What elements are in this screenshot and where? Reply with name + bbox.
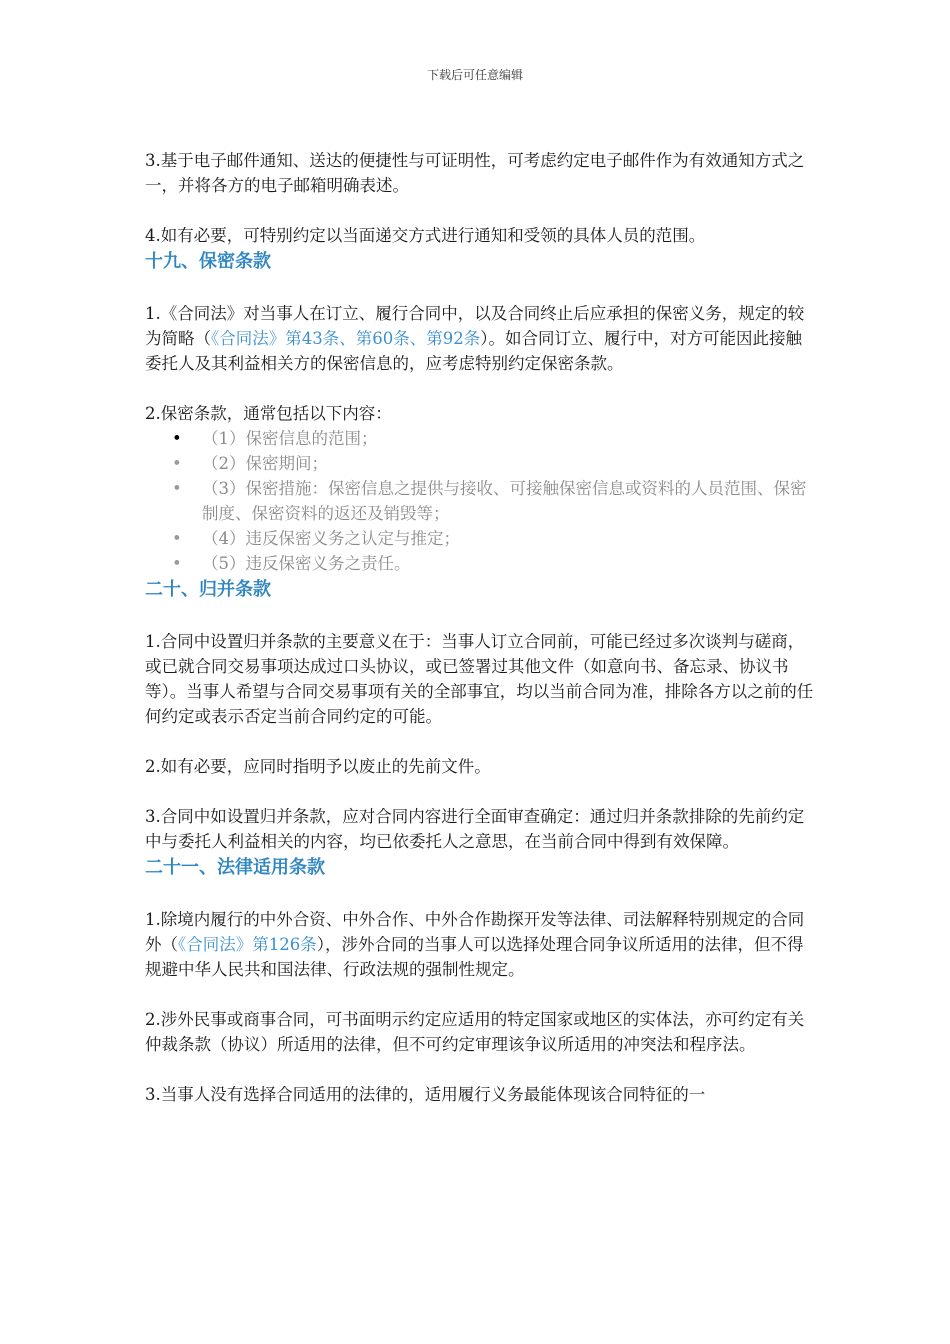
list-item xyxy=(145,476,815,526)
bullet-icon: • xyxy=(172,479,182,498)
paragraph-text: 1.除境内履行的中外合资、中外合作、中外合作勘探开发等法律、司法解释特别规定的合同外（ xyxy=(145,910,805,954)
bullet-list xyxy=(145,426,815,576)
bullet-icon: • xyxy=(172,429,182,448)
paragraph: 3.合同中如设置归并条款，应对合同内容进行全面审查确定：通过归并条款排除的先前约定中与委托人利益相关的内容，均已依委托人之意思，在当前合同中得到有效保障。 xyxy=(145,807,805,851)
paragraph: 2.如有必要，应同时指明予以废止的先前文件。 xyxy=(145,757,491,776)
paragraph xyxy=(145,301,815,376)
paragraph-gap xyxy=(145,729,815,754)
list-item-text: （1）保密信息的范围； xyxy=(202,429,378,448)
paragraph-gap xyxy=(145,198,815,223)
paragraph: 4.如有必要，可特别约定以当面递交方式进行通知和受领的具体人员的范围。 xyxy=(145,226,706,245)
paragraph-gap xyxy=(145,376,815,401)
list-item xyxy=(145,451,815,476)
citation-link[interactable]: 《合同法》第126条 xyxy=(178,935,317,954)
paragraph-text: ），涉外合同的当事人可以选择处理合同争议所适用的法律，但不得规避中华人民共和国法律、行政法规的强制性规定。 xyxy=(145,935,804,979)
paragraph: 3.基于电子邮件通知、送达的便捷性与可证明性，可考虑约定电子邮件作为有效通知方式之一，并将各方的电子邮箱明确表述。 xyxy=(145,151,805,195)
bullet-icon: • xyxy=(172,454,182,473)
bullet-icon: • xyxy=(172,529,182,548)
paragraph-text: ）。如合同订立、履行中，对方可能因此接触委托人及其利益相关方的保密信息的，应考虑特别约定保密条款。 xyxy=(145,329,802,373)
section-heading: 二十一、法律适用条款 xyxy=(145,857,325,878)
list-item xyxy=(145,526,815,551)
paragraph xyxy=(145,907,815,982)
page-header: 下载后可任意编辑 xyxy=(426,68,523,82)
list-item xyxy=(145,426,815,451)
bullet-icon: • xyxy=(172,554,182,573)
paragraph: 1.合同中设置归并条款的主要意义在于：当事人订立合同前，可能已经过多次谈判与磋商，或已就合同交易事项达成过口头协议，或已签署过其他文件（如意向书、备忘录、协议书等）。当事人希望与合同交易事项有关的全部事宜，均以当前合同为准，排除各方以之前的任何约定或表示否定当前合同约定的可能。 xyxy=(145,632,814,726)
paragraph-gap xyxy=(145,882,815,907)
list-item-text: （3）保密措施：保密信息之提供与接收、可接触保密信息或资料的人员范围、保密制度、保密资料的返还及销毁等； xyxy=(202,479,807,523)
paragraph-gap xyxy=(145,982,815,1007)
paragraph: 2.保密条款，通常包括以下内容： xyxy=(145,404,392,423)
list-item-text: （2）保密期间； xyxy=(202,454,328,473)
paragraph-gap xyxy=(145,1057,815,1082)
list-item xyxy=(145,551,815,576)
section-heading: 二十、归并条款 xyxy=(145,579,271,600)
paragraph-gap xyxy=(145,779,815,804)
paragraph: 2.涉外民事或商事合同，可书面明示约定应适用的特定国家或地区的实体法，亦可约定有关仲裁条款（协议）所适用的法律，但不可约定审理该争议所适用的冲突法和程序法。 xyxy=(145,1010,805,1054)
document-body xyxy=(145,148,815,1107)
list-item-text: （5）违反保密义务之责任。 xyxy=(202,554,411,573)
list-item-text: （4）违反保密义务之认定与推定； xyxy=(202,529,460,548)
section-heading: 十九、保密条款 xyxy=(145,251,271,272)
citation-link[interactable]: 《合同法》第43条、第60条、第92条 xyxy=(211,329,481,348)
paragraph: 3.当事人没有选择合同适用的法律的，适用履行义务最能体现该合同特征的一 xyxy=(145,1085,706,1104)
paragraph-text: 1.《合同法》对当事人在订立、履行合同中，以及合同终止后应承担的保密义务，规定的较为简略（ xyxy=(145,304,805,348)
paragraph-gap xyxy=(145,604,815,629)
paragraph-gap xyxy=(145,276,815,301)
